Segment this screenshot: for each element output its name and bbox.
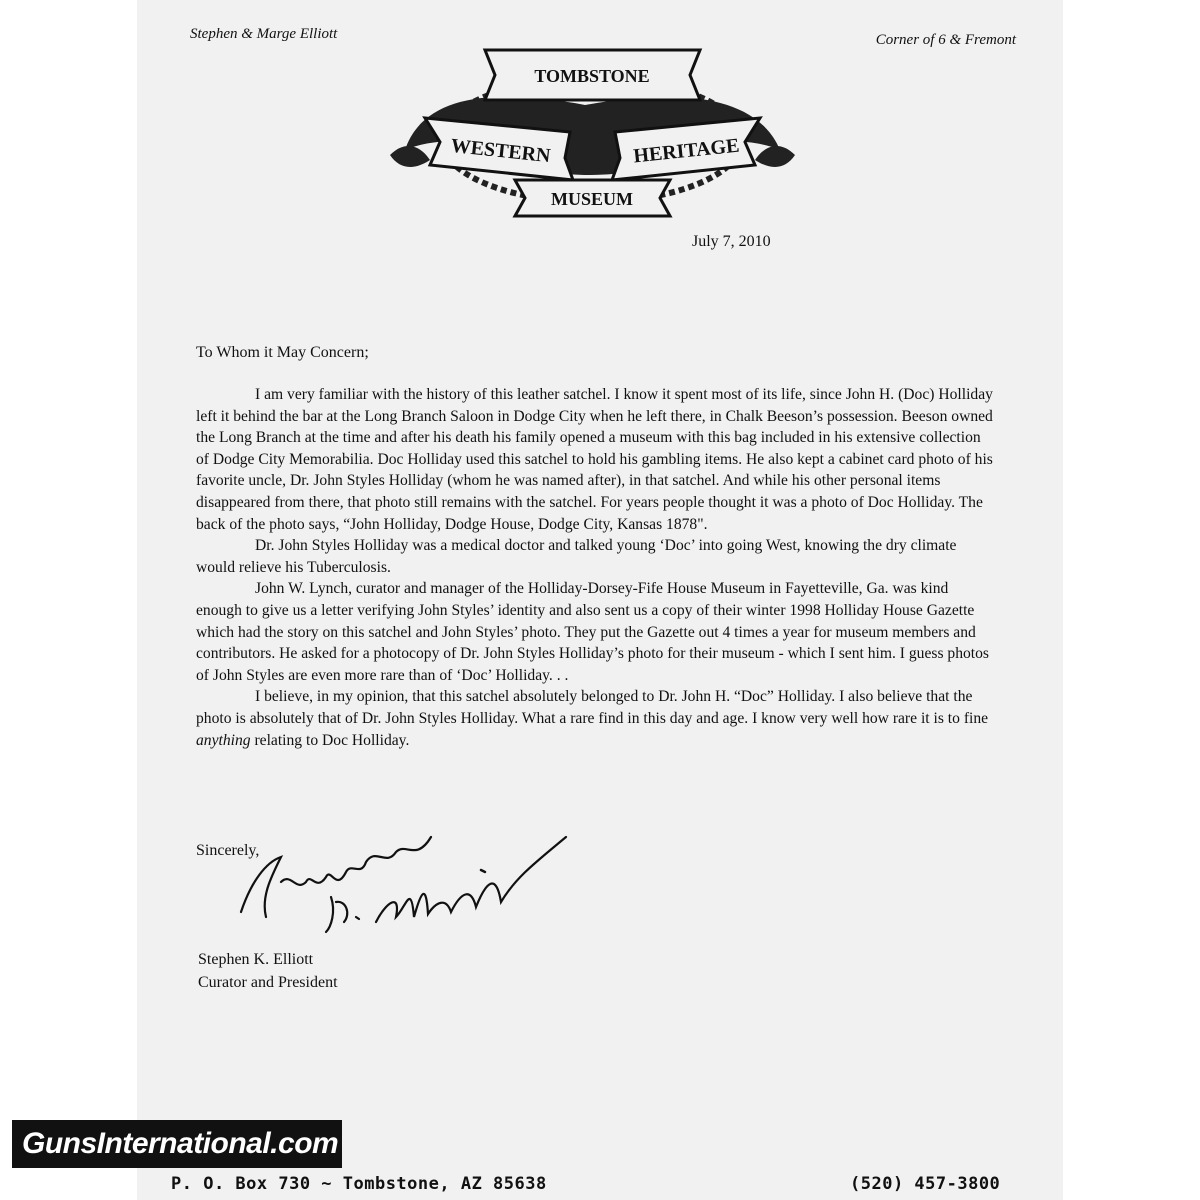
logo-top-text: TOMBSTONE [534,66,650,86]
letterhead-location: Corner of 6 & Fremont [875,32,1016,48]
footer-phone: (520) 457-3800 [850,1174,1001,1194]
closing: Sincerely, [196,842,260,859]
logo-right-text: HERITAGE [632,134,741,168]
paragraph-4 [196,686,996,751]
paragraph-4-text: I believe, in my opinion, that this satchel absolutely belonged to Dr. John H. “Doc” Holliday. I also believe that the photo is absolutely that of Dr. John Styles Holliday. What a rare find in this day and age. I know very well how rare it is to fine [196,688,989,727]
letter-date: July 7, 2010 [692,233,771,250]
handwritten-signature [236,822,576,937]
paragraph-2: Dr. John Styles Holliday was a medical doctor and talked young ‘Doc’ into going West, knowing the dry climate would relieve his Tuberculosis. [196,537,957,576]
paragraph-4-end: relating to Doc Holliday. [250,731,410,749]
logo-bottom-text: MUSEUM [551,189,633,209]
museum-logo [385,30,800,220]
signer-title: Curator and President [198,974,338,991]
letterhead-names: Stephen & Marge Elliott [190,26,338,42]
site-watermark: GunsInternational.com [12,1120,342,1168]
salutation: To Whom it May Concern; [196,344,369,361]
letter-body [196,384,996,751]
paragraph-1: I am very familiar with the history of this leather satchel. I know it spent most of its life, since John H. (Doc) Holliday left it behind the bar at the Long Branch Saloon in Dodge City when he left there, in Chalk Beeson’s possession. Beeson owned the Long Branch at the time and after his death his family opened a museum with this bag included in his extensive collection of Dodge City Memorabilia. Doc Holliday used this satchel to hold his gambling items. He also kept a cabinet card photo of his favorite uncle, Dr. John Styles Holliday (whom he was named after), in that satchel. And while his other personal items disappeared from there, that photo still remains with the satchel. For years people thought it was a photo of Doc Holliday. The back of the photo says, “John Holliday, Dodge House, Dodge City, Kansas 1878". [196,386,993,533]
logo-left-text: WESTERN [449,134,552,168]
emphasis-text: anything [196,731,251,749]
signer-block [198,948,338,994]
footer-address: P. O. Box 730 ~ Tombstone, AZ 85638 [171,1174,547,1194]
signer-name: Stephen K. Elliott [198,951,314,968]
paragraph-3: John W. Lynch, curator and manager of the Holliday-Dorsey-Fife House Museum in Fayetteville, Ga. was kind enough to give us a letter verifying John Styles’ identity and also sent us a copy of their winter 1998 Holliday House Gazette which had the story on this satchel and John Styles’ photo. They put the Gazette out 4 times a year for museum members and contributors. He asked for a photocopy of Dr. John Styles Holliday’s photo for their museum - which I sent him. I guess photos of John Styles are even more rare than of ‘Doc’ Holliday. . . [196,580,990,684]
